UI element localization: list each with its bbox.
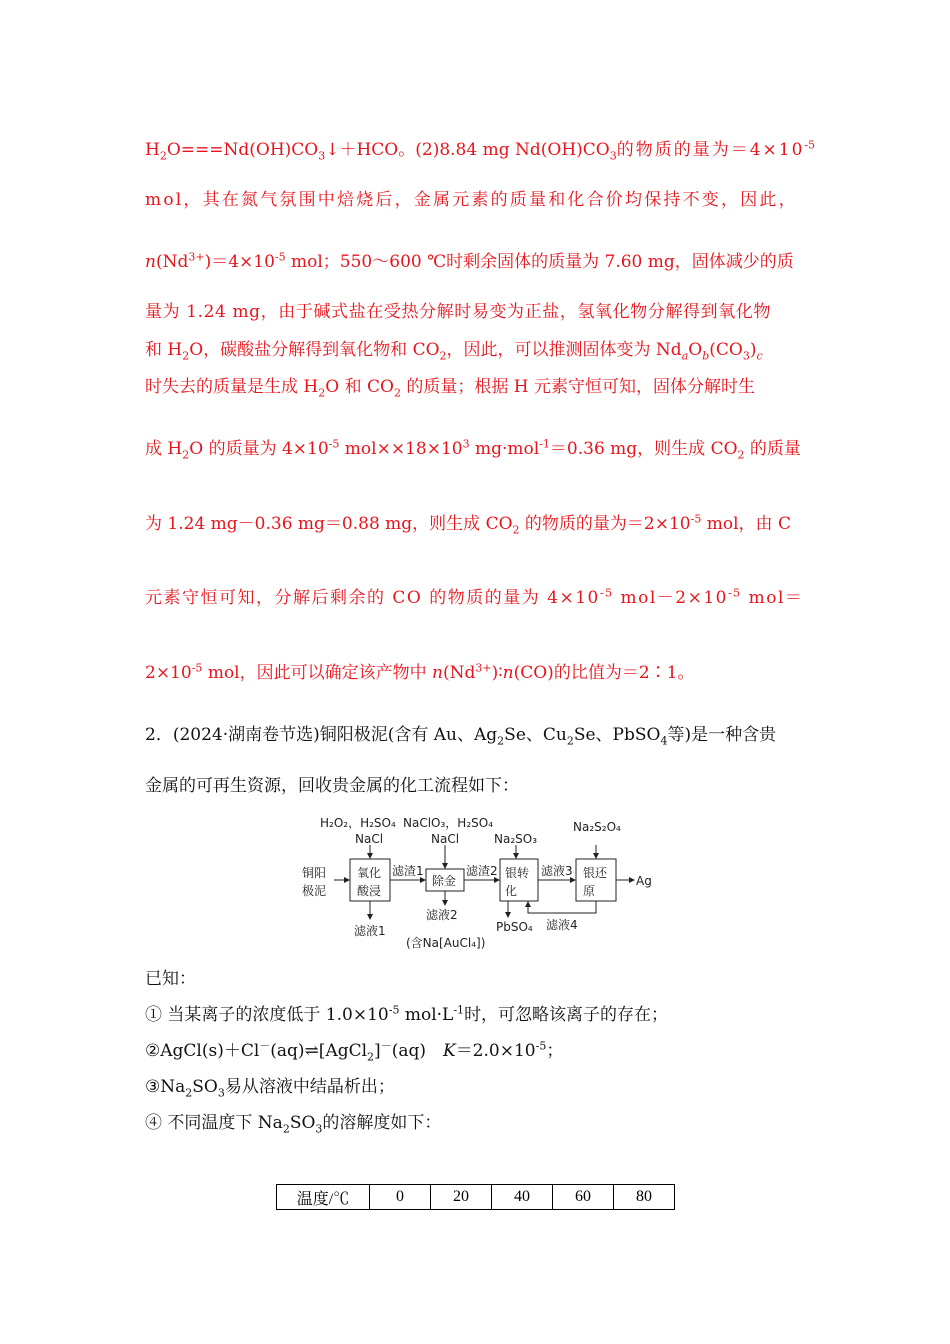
reagent-naclo3-h2so4: NaClO₃，H₂SO₄	[403, 816, 494, 830]
reagent-nacl-2: NaCl	[431, 832, 460, 846]
solution-line-10: $2\times 10^{-5}$ mol，因此可以确定该产物中 $n(Nd^{3+})∶n(CO)$的比值为＝2∶1。	[145, 661, 695, 683]
residue1-label: 滤渣1	[392, 864, 424, 878]
box1-label-2: 酸浸	[357, 884, 382, 898]
table-row	[277, 1185, 675, 1210]
reagent-h2o2-h2so4: H₂O₂，H₂SO₄	[320, 816, 396, 830]
known-item-2: ②AgCl(s)＋Cl－(aq)⇌[AgCl$_2$]－(aq) $K=2.0\times 10^{-5}$；	[145, 1039, 564, 1064]
solution-line-4: 量为 1.24 mg，由于碱式盐在受热分解时易变为正盐，氢氧化物分解得到氧化物	[145, 302, 772, 322]
known-item-1: ① 当某离子的浓度低于 $1.0\times 10^{-5}$ $mol\cdot L^{-1}$时，可忽略该离子的存在；	[145, 1003, 669, 1025]
box4-label-2: 原	[583, 884, 596, 898]
box1-label-1: 氧化	[357, 866, 382, 880]
process-flowchart	[298, 805, 658, 955]
input-label-2: 极泥	[302, 884, 327, 898]
reagent-na2so3: Na₂SO₃	[494, 832, 538, 846]
filtrate3-label: 滤液3	[541, 864, 573, 878]
known-item-4: ④ 不同温度下 $Na_2SO_3$的溶解度如下：	[145, 1113, 442, 1136]
reagent-na2s2o4: Na₂S₂O₄	[573, 820, 621, 834]
box3-label-2: 化	[505, 884, 518, 898]
solution-line-7: 成 $H_2O$ 的质量为 $4\times 10^{-5}$ $mol\times\times 18\times 10^3$ mg·mol$^{-1}$＝0.36 mg，则生成 $CO_2$ 的质量	[145, 437, 801, 462]
filtrate1-label: 滤液1	[354, 924, 386, 938]
known-heading: 已知：	[145, 969, 196, 989]
table-cell: 40	[492, 1185, 553, 1210]
known-item-3: $③Na_2SO_3$易从溶液中结晶析出；	[145, 1077, 395, 1100]
residue2-label: 滤渣2	[466, 864, 498, 878]
solution-line-6: 时失去的质量是生成 $H_2O$ 和 $CO_2$ 的质量；根据 H 元素守恒可知，固体分解时生	[145, 377, 755, 400]
filtrate2-label: 滤液2	[426, 908, 458, 922]
reagent-nacl-1: NaCl	[355, 832, 384, 846]
table-cell: 80	[614, 1185, 675, 1210]
solution-line-8: 为 1.24 mg－0.36 mg＝0.88 mg，则生成 $CO_2$ 的物质的量为$=2\times 10^{-5}$ mol，由 C	[145, 512, 791, 537]
filtrate2-note: (含Na[AuCl₄])	[406, 936, 486, 950]
pbso4-label: PbSO₄	[496, 920, 533, 934]
filtrate4-label: 滤液4	[546, 918, 578, 932]
input-label-1: 铜阳	[302, 866, 327, 880]
box2-label: 除金	[432, 874, 457, 888]
solution-line-9: 元素守恒可知，分解后剩余的 CO 的物质的量为 $4\times 10^{-5}$ $mol-2\times 10^{-5}$ mol＝	[145, 586, 804, 608]
table-cell: 60	[553, 1185, 614, 1210]
solubility-table	[276, 1184, 675, 1210]
solution-line-2: mol，其在氮气氛围中焙烧后，金属元素的质量和化合价均保持不变，因此，	[145, 190, 798, 210]
box3-label-1: 银转	[505, 866, 530, 880]
table-cell: 20	[431, 1185, 492, 1210]
question-line-1: 2．(2024·湖南卷节选)铜阳极泥(含有 Au、$Ag_2Se$、$Cu_2Se$、PbSO$_4$等)是一种含贵	[145, 725, 777, 748]
box4-label-1: 银还	[583, 866, 608, 880]
product-ag: Ag	[636, 874, 652, 888]
solution-line-3: $n(Nd^{3+})=4\times 10^{-5}$ mol；550～600 ℃时剩余固体的质量为 7.60 mg，固体减少的质	[145, 250, 794, 272]
solution-line-1: $H_2O===Nd(OH)CO_3↓+HCO$。(2)8.84 mg $Nd(OH)CO_3$的物质的量为$=4\times 10^{-5}$	[145, 138, 816, 163]
table-cell: 0	[370, 1185, 431, 1210]
question-line-2: 金属的可再生资源，回收贵金属的化工流程如下：	[145, 776, 519, 796]
table-header-cell: 温度/℃	[277, 1185, 370, 1210]
solution-line-5: 和 $H_2O$，碳酸盐分解得到氧化物和 $CO_2$，因此，可以推测固体变为 $Nd_aO_b(CO_3)_c$	[145, 340, 763, 363]
